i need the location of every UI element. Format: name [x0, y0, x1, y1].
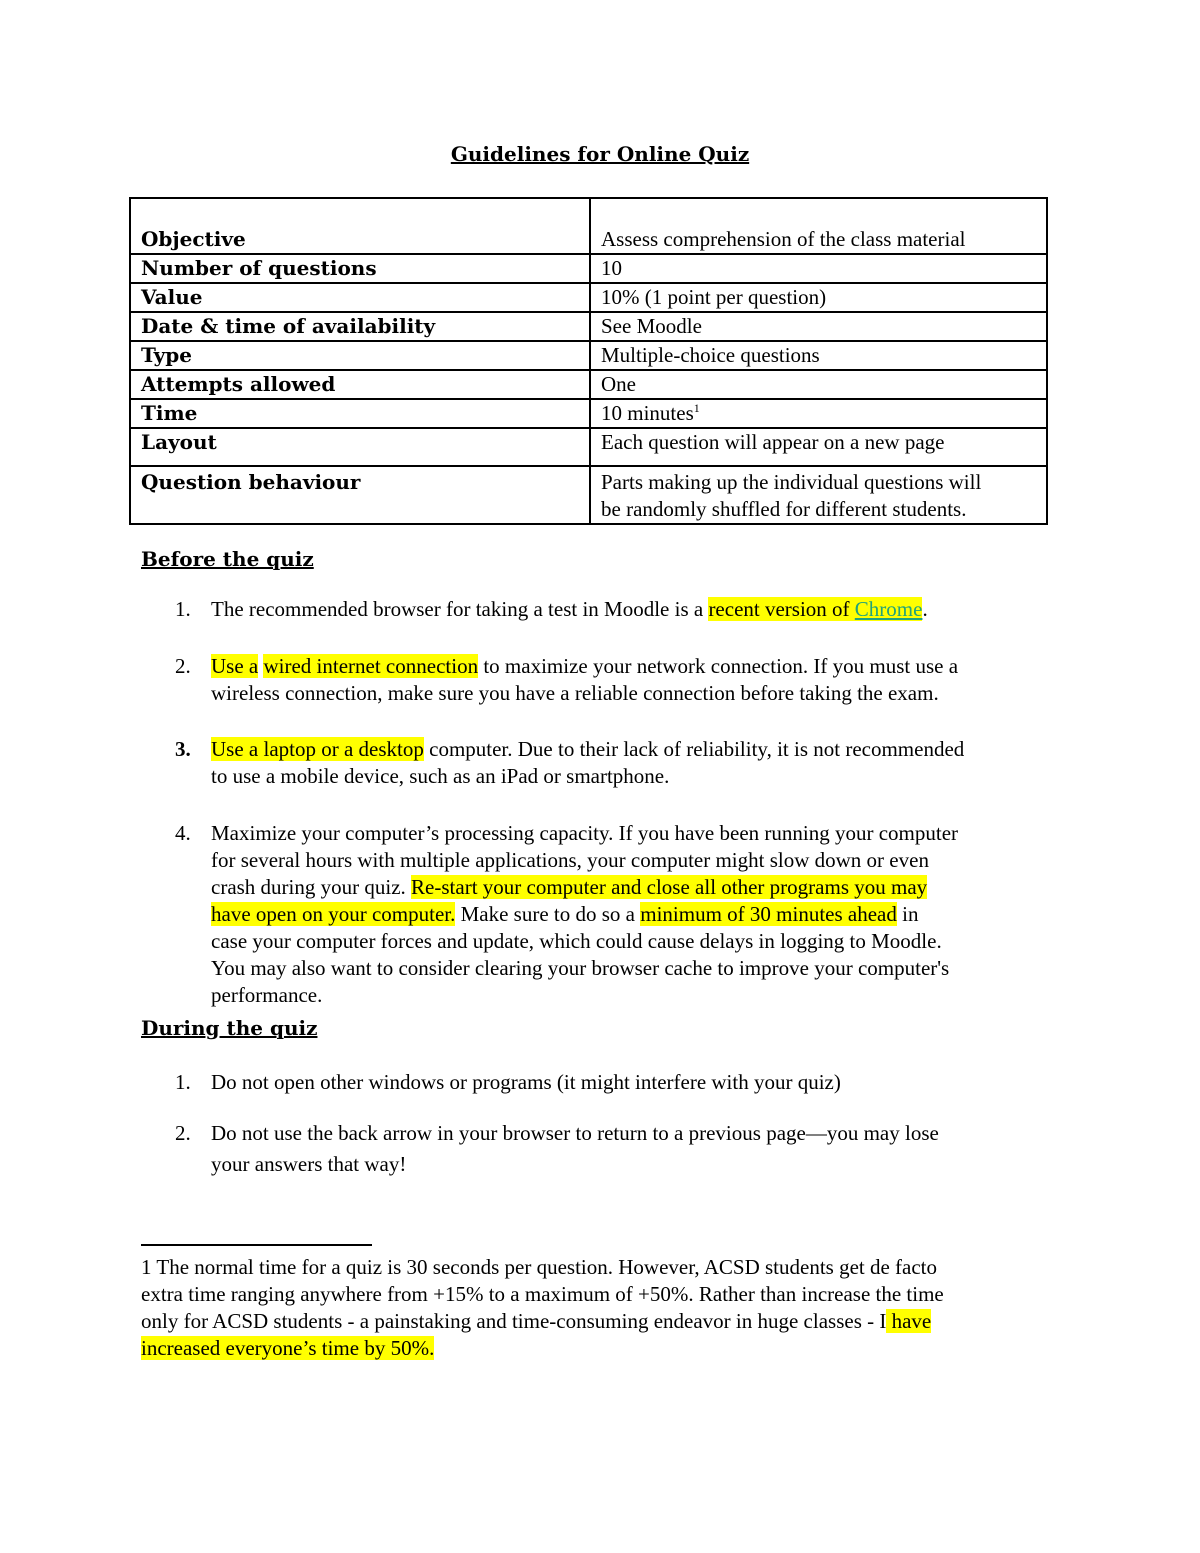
text-run: Do not use the back arrow in your browser to return to a previous page—you may lose — [211, 1121, 939, 1145]
highlight: minimum of 30 minutes ahead — [640, 902, 897, 926]
highlight: wired internet connection — [263, 654, 479, 678]
list-number: 1. — [175, 597, 191, 621]
row-value: Each question will appear on a new page — [590, 428, 1047, 466]
item-text — [211, 596, 1061, 623]
row-value: Multiple-choice questions — [590, 341, 1047, 370]
row-value: Assess comprehension of the class material — [590, 198, 1047, 254]
table-row — [130, 283, 1047, 312]
row-value — [590, 466, 1047, 524]
list-number: 1. — [175, 1070, 191, 1094]
text-run: only for ACSD students - a painstaking and time-consuming endeavor in huge classes - I — [141, 1309, 887, 1333]
before-heading: Before the quiz — [141, 547, 314, 571]
text-run: You may also want to consider clearing your browser cache to improve your computer's — [211, 956, 950, 980]
during-heading: During the quiz — [141, 1016, 318, 1040]
highlight — [708, 597, 922, 621]
text-run: recent version of — [708, 597, 855, 621]
row-value — [590, 399, 1047, 428]
item-text — [211, 736, 1061, 790]
row-label: Question behaviour — [130, 466, 590, 524]
item-text: Do not open other windows or programs (it might interfere with your quiz) — [211, 1070, 841, 1094]
text-run: wireless connection, make sure you have a reliable connection before taking the exam. — [211, 681, 939, 705]
item-text — [211, 1118, 1061, 1180]
table-row — [130, 428, 1047, 466]
text-run: extra time ranging anywhere from +15% to a maximum of +50%. Rather than increase the time — [141, 1282, 944, 1306]
text-run: crash during your quiz. — [211, 875, 412, 899]
text-run: to use a mobile device, such as an iPad or smartphone. — [211, 764, 670, 788]
text-run: 1 The normal time for a quiz is 30 seconds per question. However, ACSD students get de facto — [141, 1255, 938, 1279]
footnote-ref: 1 — [693, 401, 700, 415]
text-run: case your computer forces and update, which could cause delays in logging to Moodle. — [211, 929, 942, 953]
highlight: Re-start your computer and close all other programs you may — [411, 875, 928, 899]
row-value: One — [590, 370, 1047, 399]
row-label: Value — [130, 283, 590, 312]
table-row — [130, 254, 1047, 283]
text-run: your answers that way! — [211, 1152, 407, 1176]
row-label: Time — [130, 399, 590, 428]
text-run: in — [896, 902, 919, 926]
row-value: 10 — [590, 254, 1047, 283]
item-text — [211, 653, 1061, 707]
table-row — [130, 341, 1047, 370]
text-run: performance. — [211, 983, 323, 1007]
table-row — [130, 466, 1047, 524]
table-row — [130, 370, 1047, 399]
row-label: Type — [130, 341, 590, 370]
text-run: to maximize your network connection. If you must use a — [478, 654, 959, 678]
text-run: . — [922, 597, 928, 621]
text-run: Maximize your computer’s processing capacity. If you have been running your computer — [211, 821, 959, 845]
time-value: 10 minutes — [601, 401, 694, 425]
chrome-link[interactable]: Chrome — [854, 597, 923, 621]
value-line: be randomly shuffled for different students. — [601, 497, 967, 521]
highlight: Use a — [211, 654, 259, 678]
row-label: Attempts allowed — [130, 370, 590, 399]
table-row — [130, 312, 1047, 341]
list-number: 2. — [175, 1121, 191, 1145]
table-row — [130, 399, 1047, 428]
item-text — [211, 820, 1061, 1009]
text-run: computer. Due to their lack of reliability, it is not recommended — [423, 737, 965, 761]
highlight: Use a laptop or a desktop — [211, 737, 424, 761]
list-number: 2. — [175, 654, 191, 678]
text-run: The recommended browser for taking a test in Moodle is a — [211, 597, 709, 621]
quiz-info-table — [129, 197, 1048, 525]
row-label: Number of questions — [130, 254, 590, 283]
row-label: Objective — [130, 198, 590, 254]
list-number: 3. — [175, 737, 191, 761]
text-run: for several hours with multiple applications, your computer might slow down or even — [211, 848, 929, 872]
row-label: Layout — [130, 428, 590, 466]
table-row — [130, 198, 1047, 254]
footnote — [141, 1254, 1051, 1362]
highlight: have open on your computer. — [211, 902, 456, 926]
page-title: Guidelines for Online Quiz — [450, 142, 750, 166]
value-line: Parts making up the individual questions will — [601, 470, 982, 494]
highlight: have — [886, 1309, 932, 1333]
row-value: 10% (1 point per question) — [590, 283, 1047, 312]
highlight: increased everyone’s time by 50%. — [141, 1336, 435, 1360]
footnote-separator — [141, 1244, 372, 1246]
text-run: Make sure to do so a — [455, 902, 641, 926]
row-label: Date & time of availability — [130, 312, 590, 341]
row-value: See Moodle — [590, 312, 1047, 341]
list-number: 4. — [175, 821, 191, 845]
